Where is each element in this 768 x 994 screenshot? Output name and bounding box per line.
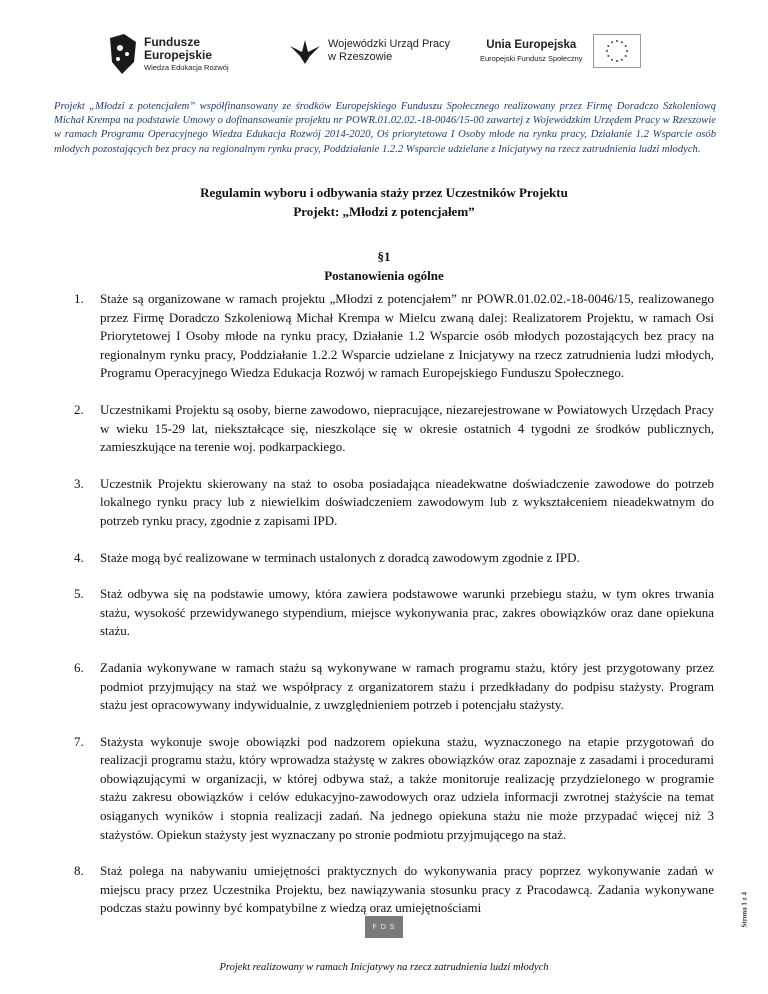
provisions-list bbox=[74, 290, 714, 936]
list-item bbox=[74, 659, 714, 715]
footer-text: Projekt realizowany w ramach Inicjatywy na rzecz zatrudnienia ludzi młodych bbox=[219, 962, 549, 973]
wup-line2: w Rzeszowie bbox=[328, 51, 393, 63]
fundusze-europejskie-mark-icon bbox=[108, 32, 138, 76]
list-item bbox=[74, 585, 714, 641]
section-title: Postanowienia ogólne bbox=[324, 268, 444, 283]
item-number: 3. bbox=[74, 475, 84, 491]
document-title bbox=[0, 183, 768, 221]
wup-rzeszow-logo bbox=[288, 36, 450, 66]
wup-bird-icon bbox=[288, 36, 322, 66]
fundusze-europejskie-logo bbox=[108, 32, 229, 76]
section-heading bbox=[0, 247, 768, 285]
item-number: 5. bbox=[74, 586, 84, 602]
list-item bbox=[74, 862, 714, 918]
ue-line1: Unia Europejska bbox=[486, 39, 577, 51]
item-text: Uczestnikami Projektu są osoby, bierne zawodowo, niepracujące, niezarejestrowane w Powiatowych Urzędach Pracy w wieku 15-29 lat, niekształcące się, nieszkolące się w okresie ostatnich 4 tygodni ze środków publicznych, zamieszkujące na terenie woj. podkarpackiego. bbox=[100, 401, 714, 455]
project-funding-note: Projekt „Młodzi z potencjałem” współfinansowany ze środków Europejskiego Funduszu Społecznego realizowany przez Firmę Doradczo Szkoleniową Michał Krempa na podstawie Umowy o dofinansowanie projektu nr POWR.01.02.02.-18-0046/15-00 zawartej z Wojewódzkim Urzędem Pracy w Rzeszowie w ramach Programu Operacyjnego Wiedza Edukacja Rozwój 2014-2020, Oś priorytetowa I Osoby młode na rynku pracy, Działanie 1.2 Wsparcie osób młodych pozostających bez pracy na regionalnym rynku pracy, Poddziałanie 1.2.2 Wsparcie udzielane z Inicjatywy na rzecz zatrudnienia ludzi młodych. bbox=[54, 101, 716, 155]
ue-line2: Europejski Fundusz Społeczny bbox=[480, 54, 583, 63]
item-text: Staże mogą być realizowane w terminach ustalonych z doradcą zawodowym zgodnie z IPD. bbox=[100, 549, 580, 565]
item-text: Uczestnik Projektu skierowany na staż to osoba posiadająca nieadekwatne doświadczenie zawodowe do potrzeb lokalnego rynku pracy lub z niewielkim doświadczeniem zawodowym lub z wykształceniem nieadekwatnym do potrzeb rynku pracy, zgodnie z zapisami IPD. bbox=[100, 475, 714, 528]
item-number: 7. bbox=[74, 733, 84, 749]
wup-line1: Wojewódzki Urząd Pracy bbox=[328, 38, 451, 51]
fds-footer-logo: F D S bbox=[365, 916, 403, 938]
item-number: 1. bbox=[74, 291, 84, 306]
item-text: Staż polega na nabywaniu umiejętności praktycznych do wykonywania pracy poprzez wykonywanie zadań w miejscu pracy przez Uczestnika Projektu, bez nawiązywania stosunku pracy z Pracodawcą. Zadania wykonywane podczas stażu powinny być kompatybilne z wiedzą oraz umiejętnościami bbox=[100, 863, 714, 916]
title-line1: Regulamin wyboru i odbywania staży przez Uczestników Projektu bbox=[200, 185, 568, 200]
list-item bbox=[74, 733, 714, 845]
item-text: Staż odbywa się na podstawie umowy, która zawiera podstawowe warunki przebiegu stażu, w tym okres trwania stażu, wysokość przewidywanego stypendium, miejsce wykonywania prac, zakres obowiązków oraz dane opiekuna stażu. bbox=[100, 586, 714, 639]
list-item bbox=[74, 475, 714, 531]
unia-europejska-logo bbox=[480, 34, 641, 68]
item-text: Staże są organizowane w ramach projektu „Młodzi z potencjałem” nr POWR.01.02.02.-18-0046/15, realizowanego przez Firmę Doradczo Szkoleniową Michał Krempa w Mielcu zwaną dalej: Realizatorem Projektu, w ramach Osi Priorytetowej I Osoby młode na rynku pracy, Działanie 1.2 Wsparcie osób młodych pozostających bez pracy na regionalnym rynku pracy, Poddziałanie 1.2.2 Wsparcie udzielane z Inicjatywy na rzecz zatrudnienia ludzi młodych, Programu Operacyjnego Wiedza Edukacja Rozwój w ramach Europejskiego Funduszu Społecznego. bbox=[100, 291, 714, 381]
fe-line2: Europejskie bbox=[144, 48, 213, 63]
page-number: Strona 1 z 4 bbox=[740, 892, 748, 928]
fe-line1: Fundusze bbox=[144, 35, 200, 50]
section-number: §1 bbox=[377, 249, 391, 264]
item-number: 8. bbox=[74, 863, 84, 879]
list-item bbox=[74, 290, 714, 383]
fe-line3: Wiedza Edukacja Rozwój bbox=[144, 62, 229, 72]
list-item bbox=[74, 549, 714, 568]
title-line2: Projekt: „Młodzi z potencjałem” bbox=[293, 204, 475, 219]
eu-flag-icon bbox=[593, 34, 641, 68]
item-number: 2. bbox=[74, 401, 84, 417]
logo-strip bbox=[0, 28, 768, 88]
list-item bbox=[74, 401, 714, 457]
item-text: Stażysta wykonuje swoje obowiązki pod nadzorem opiekuna stażu, wyznaczonego na etapie przygotowań do realizacji programu stażu, który wprowadza stażystę w zakres obowiązków oraz zapoznaje z zasadami i procedurami obowiązującymi w organizacji, w której odbywa staż, a także monitoruje realizację przydzielonego w programie stażu zakresu obowiązków i celów edukacyjno-zawodowych oraz udziela informacji zwrotnej stażyście na temat osiąganych wyników i stopnia realizacji zadań. Na jednego opiekuna stażu nie może przypadać więcej niż 3 stażystów. Opiekun stażysty jest wyznaczany po stronie podmiotu przyjmującego na staż. bbox=[100, 733, 714, 842]
item-number: 4. bbox=[74, 549, 84, 565]
item-text: Zadania wykonywane w ramach stażu są wykonywane w ramach programu stażu, który jest przygotowany przez podmiot przyjmujący na staż we współpracy z organizatorem stażu i przedkładany do podpisu stażysty. Program stażu jest opracowywany indywidualnie, z uwzględnieniem potrzeb i potencjału stażysty. bbox=[100, 659, 714, 713]
item-number: 6. bbox=[74, 659, 84, 675]
